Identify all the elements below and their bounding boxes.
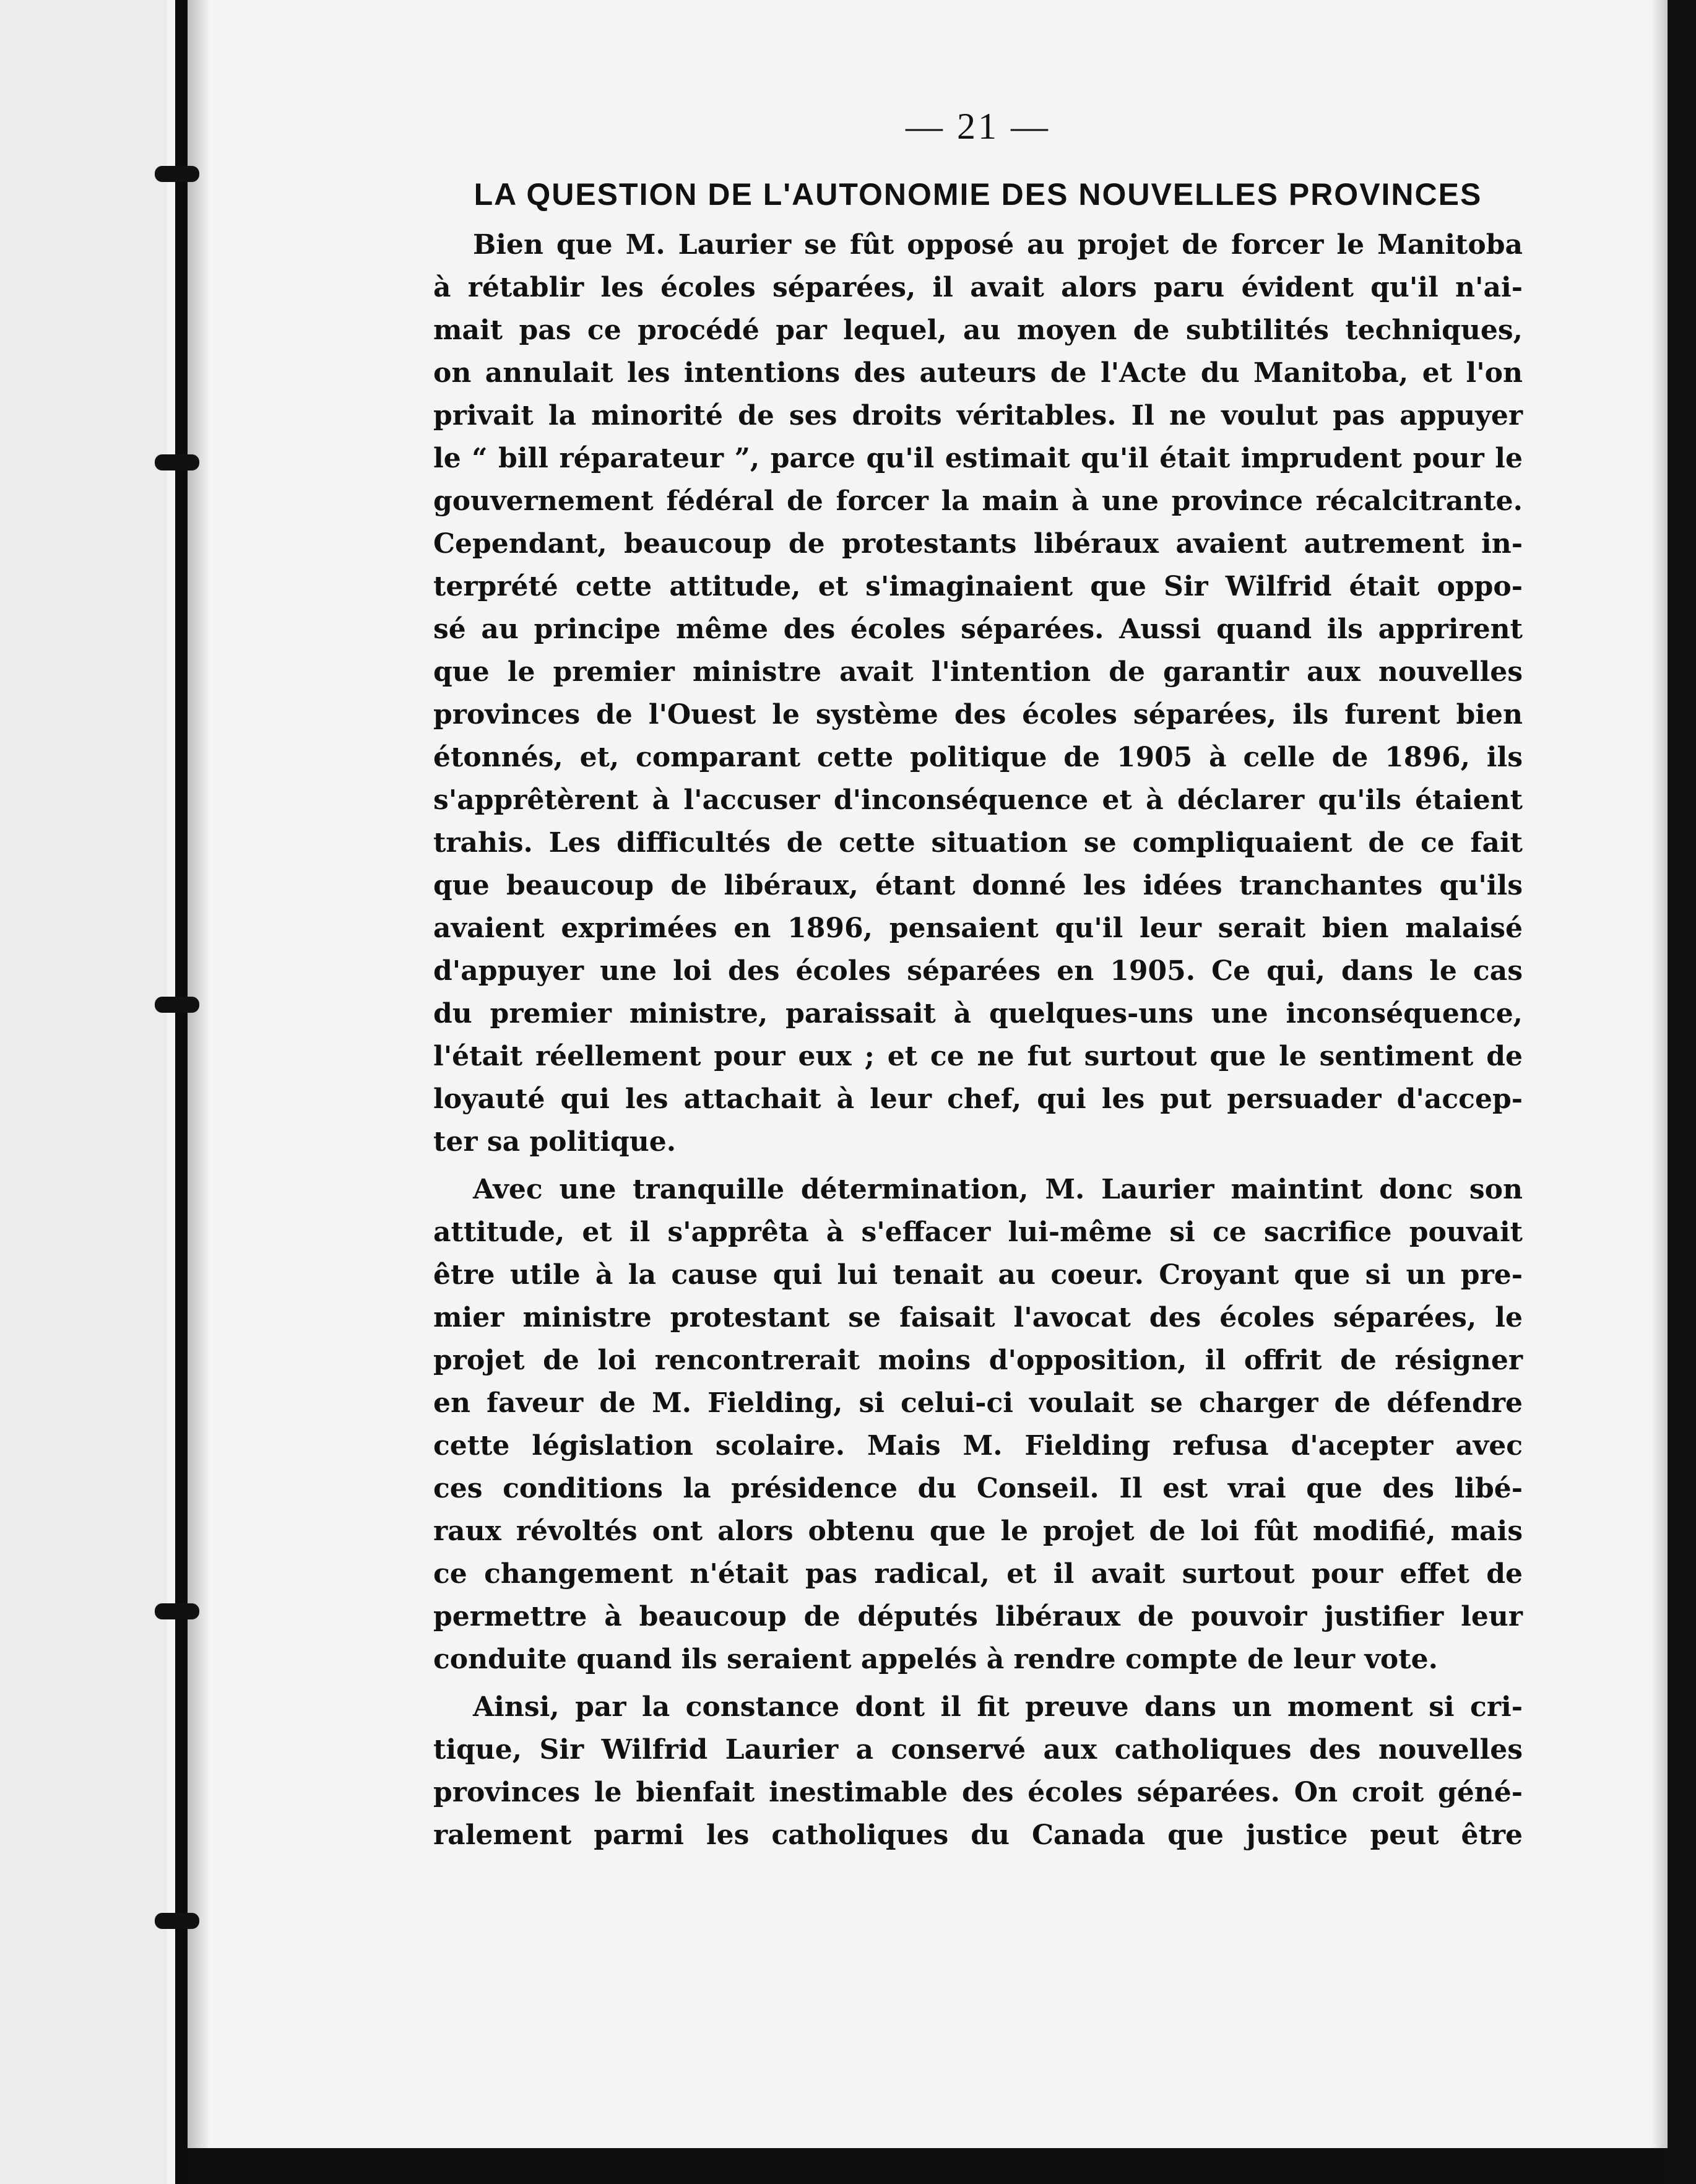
text-line: s'apprêtèrent à l'accuser d'inconséquence et à déclarer qu'ils étaient xyxy=(433,784,1523,816)
text-line: que beaucoup de libéraux, étant donné les idées tranchantes qu'ils xyxy=(433,870,1523,901)
binding-stitch xyxy=(155,1913,199,1929)
text-line: terprété cette attitude, et s'imaginaient que Sir Wilfrid était oppo- xyxy=(433,571,1523,602)
binding-stitch xyxy=(155,454,199,470)
text-line: ces conditions la présidence du Conseil. Il est vrai que des libé- xyxy=(433,1473,1523,1504)
text-line: mait pas ce procédé par lequel, au moyen de subtilités techniques, xyxy=(433,314,1523,346)
page-edge-shadow xyxy=(1651,0,1668,2184)
text-line: en faveur de M. Fielding, si celui-ci voulait se charger de défendre xyxy=(433,1387,1523,1419)
text-line: conduite quand ils seraient appelés à rendre compte de leur vote. xyxy=(433,1644,1438,1675)
binding-stitch xyxy=(155,1603,199,1619)
text-line: Cependant, beaucoup de protestants libéraux avaient autrement in- xyxy=(433,528,1523,560)
page-bottom-border xyxy=(188,2148,1668,2184)
text-line: Bien que M. Laurier se fût opposé au projet de forcer le Manitoba xyxy=(473,229,1523,261)
page-edge-border xyxy=(1668,0,1696,2184)
text-line: tique, Sir Wilfrid Laurier a conservé aux catholiques des nouvelles xyxy=(433,1734,1523,1766)
text-line: ter sa politique. xyxy=(433,1126,677,1158)
text-line: avaient exprimées en 1896, pensaient qu'il leur serait bien malaisé xyxy=(433,912,1523,944)
section-heading: LA QUESTION DE L'AUTONOMIE DES NOUVELLES PROVINCES xyxy=(474,177,1482,212)
text-line: l'était réellement pour eux ; et ce ne fut surtout que le sentiment de xyxy=(433,1041,1523,1072)
text-line: mier ministre protestant se faisait l'avocat des écoles séparées, le xyxy=(433,1302,1523,1333)
text-line: ralement parmi les catholiques du Canada que justice peut être xyxy=(433,1819,1523,1851)
text-line: d'appuyer une loi des écoles séparées en 1905. Ce qui, dans le cas xyxy=(433,955,1523,987)
text-line: provinces le bienfait inestimable des écoles séparées. On croit géné- xyxy=(433,1777,1523,1808)
text-line: le “ bill réparateur ”, parce qu'il estimait qu'il était imprudent pour le xyxy=(433,443,1523,474)
text-line: raux révoltés ont alors obtenu que le projet de loi fût modifié, mais xyxy=(433,1515,1523,1547)
page-number: — 21 — xyxy=(906,106,1050,147)
text-line: permettre à beaucoup de députés libéraux de pouvoir justifier leur xyxy=(433,1601,1523,1632)
text-line: Avec une tranquille détermination, M. Laurier maintint donc son xyxy=(473,1174,1523,1205)
text-line: que le premier ministre avait l'intention de garantir aux nouvelles xyxy=(433,656,1523,688)
paragraph xyxy=(433,223,1523,1163)
text-line: gouvernement fédéral de forcer la main à une province récalcitrante. xyxy=(433,485,1523,517)
binding-fold xyxy=(175,0,188,2184)
text-line: Ainsi, par la constance dont il fit preuve dans un moment si cri- xyxy=(473,1691,1523,1723)
text-line: à rétablir les écoles séparées, il avait alors paru évident qu'il n'ai- xyxy=(433,272,1523,303)
text-line: ce changement n'était pas radical, et il avait surtout pour effet de xyxy=(433,1558,1523,1590)
text-line: provinces de l'Ouest le système des écoles séparées, ils furent bien xyxy=(433,699,1523,730)
text-line: sé au principe même des écoles séparées. Aussi quand ils apprirent xyxy=(433,613,1523,645)
document-page xyxy=(433,105,1523,1861)
text-line: du premier ministre, paraissait à quelques-uns une inconséquence, xyxy=(433,998,1523,1029)
binding-stitch xyxy=(155,997,199,1013)
text-line: on annulait les intentions des auteurs de l'Acte du Manitoba, et l'on xyxy=(433,357,1523,389)
facing-page-margin xyxy=(0,0,167,2184)
paragraph xyxy=(433,1168,1523,1681)
binding-stitch xyxy=(155,166,199,182)
text-line: loyauté qui les attachait à leur chef, qui les put persuader d'accep- xyxy=(433,1083,1523,1115)
text-line: projet de loi rencontrerait moins d'opposition, il offrit de résigner xyxy=(433,1345,1523,1376)
text-line: attitude, et il s'apprêta à s'effacer lui-même si ce sacrifice pouvait xyxy=(433,1216,1523,1248)
paragraph xyxy=(433,1686,1523,1857)
text-line: trahis. Les difficultés de cette situation se compliquaient de ce fait xyxy=(433,827,1523,859)
text-line: étonnés, et, comparant cette politique de 1905 à celle de 1896, ils xyxy=(433,742,1523,773)
text-line: cette législation scolaire. Mais M. Fielding refusa d'acepter avec xyxy=(433,1430,1523,1462)
binding-shadow xyxy=(188,0,210,2184)
text-line: privait la minorité de ses droits véritables. Il ne voulut pas appuyer xyxy=(433,400,1523,431)
text-line: être utile à la cause qui lui tenait au coeur. Croyant que si un pre- xyxy=(433,1259,1523,1291)
